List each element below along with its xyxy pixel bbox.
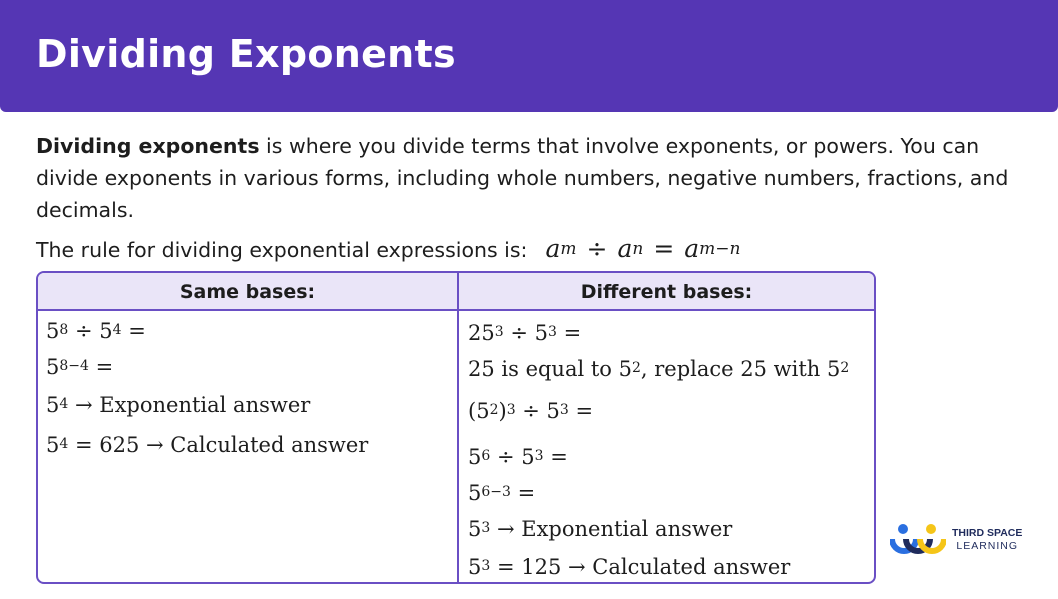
column-divider	[457, 273, 459, 582]
math-text: =	[568, 399, 594, 423]
logo-icon	[890, 522, 946, 558]
comparison-table	[36, 271, 876, 584]
third-space-learning-logo	[890, 522, 1040, 558]
rule-text: The rule for dividing exponential expressions is:	[36, 238, 528, 262]
math-text: =	[88, 355, 114, 379]
math-line	[46, 355, 113, 379]
math-line	[46, 393, 310, 417]
math-text: =	[121, 319, 146, 343]
formula-exp-2: n	[632, 238, 644, 259]
math-exponent: 3	[494, 324, 504, 340]
formula-base-2: a	[617, 233, 633, 263]
math-exponent: 2	[632, 360, 641, 376]
math-exponent: 4	[59, 436, 69, 452]
formula-base-3: a	[684, 233, 700, 263]
math-line	[468, 481, 535, 505]
math-text: ÷ 5	[503, 321, 548, 345]
math-base: (5	[468, 399, 490, 423]
intro-text: is where you divide terms that involve exponents, or powers. You can divide exponents in various forms, including whole numbers, negative numbers, fractions, and decimals.	[36, 134, 1009, 222]
rule-formula	[545, 234, 740, 263]
logo-line-1: THIRD SPACE	[952, 527, 1023, 539]
math-text: , replace 25 with 5	[640, 357, 841, 381]
math-text: = 625 → Calculated answer	[68, 433, 369, 457]
math-text: = 125 → Calculated answer	[490, 555, 791, 579]
math-line	[46, 319, 146, 343]
math-base: 5	[468, 555, 482, 579]
page-title: Dividing Exponents	[36, 32, 456, 76]
math-exponent: 3	[481, 558, 491, 574]
math-exponent: 3	[559, 402, 569, 418]
formula-equals: =	[653, 233, 675, 263]
table-header-row	[38, 273, 874, 311]
intro-term: Dividing exponents	[36, 134, 260, 158]
math-line	[468, 555, 790, 579]
formula-divide: ÷	[586, 233, 608, 263]
math-text: ÷ 5	[490, 445, 535, 469]
math-exponent: 2	[840, 360, 850, 376]
math-text: )	[498, 399, 507, 423]
rule-line	[36, 232, 741, 268]
math-exponent: 3	[506, 402, 516, 418]
intro-paragraph	[36, 130, 1026, 226]
math-text: ÷ 5	[68, 319, 113, 343]
formula-exp-1: m	[560, 238, 577, 259]
math-line	[468, 517, 732, 541]
math-base: 25 is equal to 5	[468, 357, 632, 381]
math-line	[46, 433, 368, 457]
math-text: → Exponential answer	[490, 517, 733, 541]
header-different-bases: Different bases:	[580, 281, 753, 303]
math-text: =	[543, 445, 568, 469]
math-exponent: 3	[547, 324, 557, 340]
math-base: 5	[46, 433, 60, 457]
math-exponent: 8−4	[59, 358, 89, 374]
math-exponent: 3	[481, 520, 491, 536]
formula-exp-3: m−n	[699, 238, 741, 259]
math-text: =	[510, 481, 536, 505]
math-base: 5	[468, 445, 482, 469]
math-line	[468, 357, 849, 381]
math-line	[468, 321, 581, 345]
header-same-bases: Same bases:	[179, 281, 316, 303]
title-banner	[0, 0, 1058, 112]
math-exponent: 2	[489, 402, 499, 418]
formula-base-1: a	[545, 233, 561, 263]
math-base: 5	[46, 393, 60, 417]
math-exponent: 3	[534, 448, 544, 464]
math-base: 5	[46, 355, 60, 379]
math-base: 5	[468, 481, 482, 505]
math-exponent: 4	[59, 396, 69, 412]
math-exponent: 4	[112, 322, 122, 338]
math-base: 25	[468, 321, 495, 345]
math-text: ÷ 5	[515, 399, 560, 423]
math-text: → Exponential answer	[68, 393, 311, 417]
math-exponent: 6	[481, 448, 491, 464]
math-line	[468, 399, 593, 423]
math-line	[468, 445, 568, 469]
math-base: 5	[468, 517, 482, 541]
math-text: =	[556, 321, 582, 345]
math-base: 5	[46, 319, 60, 343]
math-exponent: 8	[59, 322, 69, 338]
math-exponent: 6−3	[481, 484, 511, 500]
logo-line-2: LEARNING	[956, 540, 1019, 552]
logo-wordmark	[952, 527, 1022, 553]
